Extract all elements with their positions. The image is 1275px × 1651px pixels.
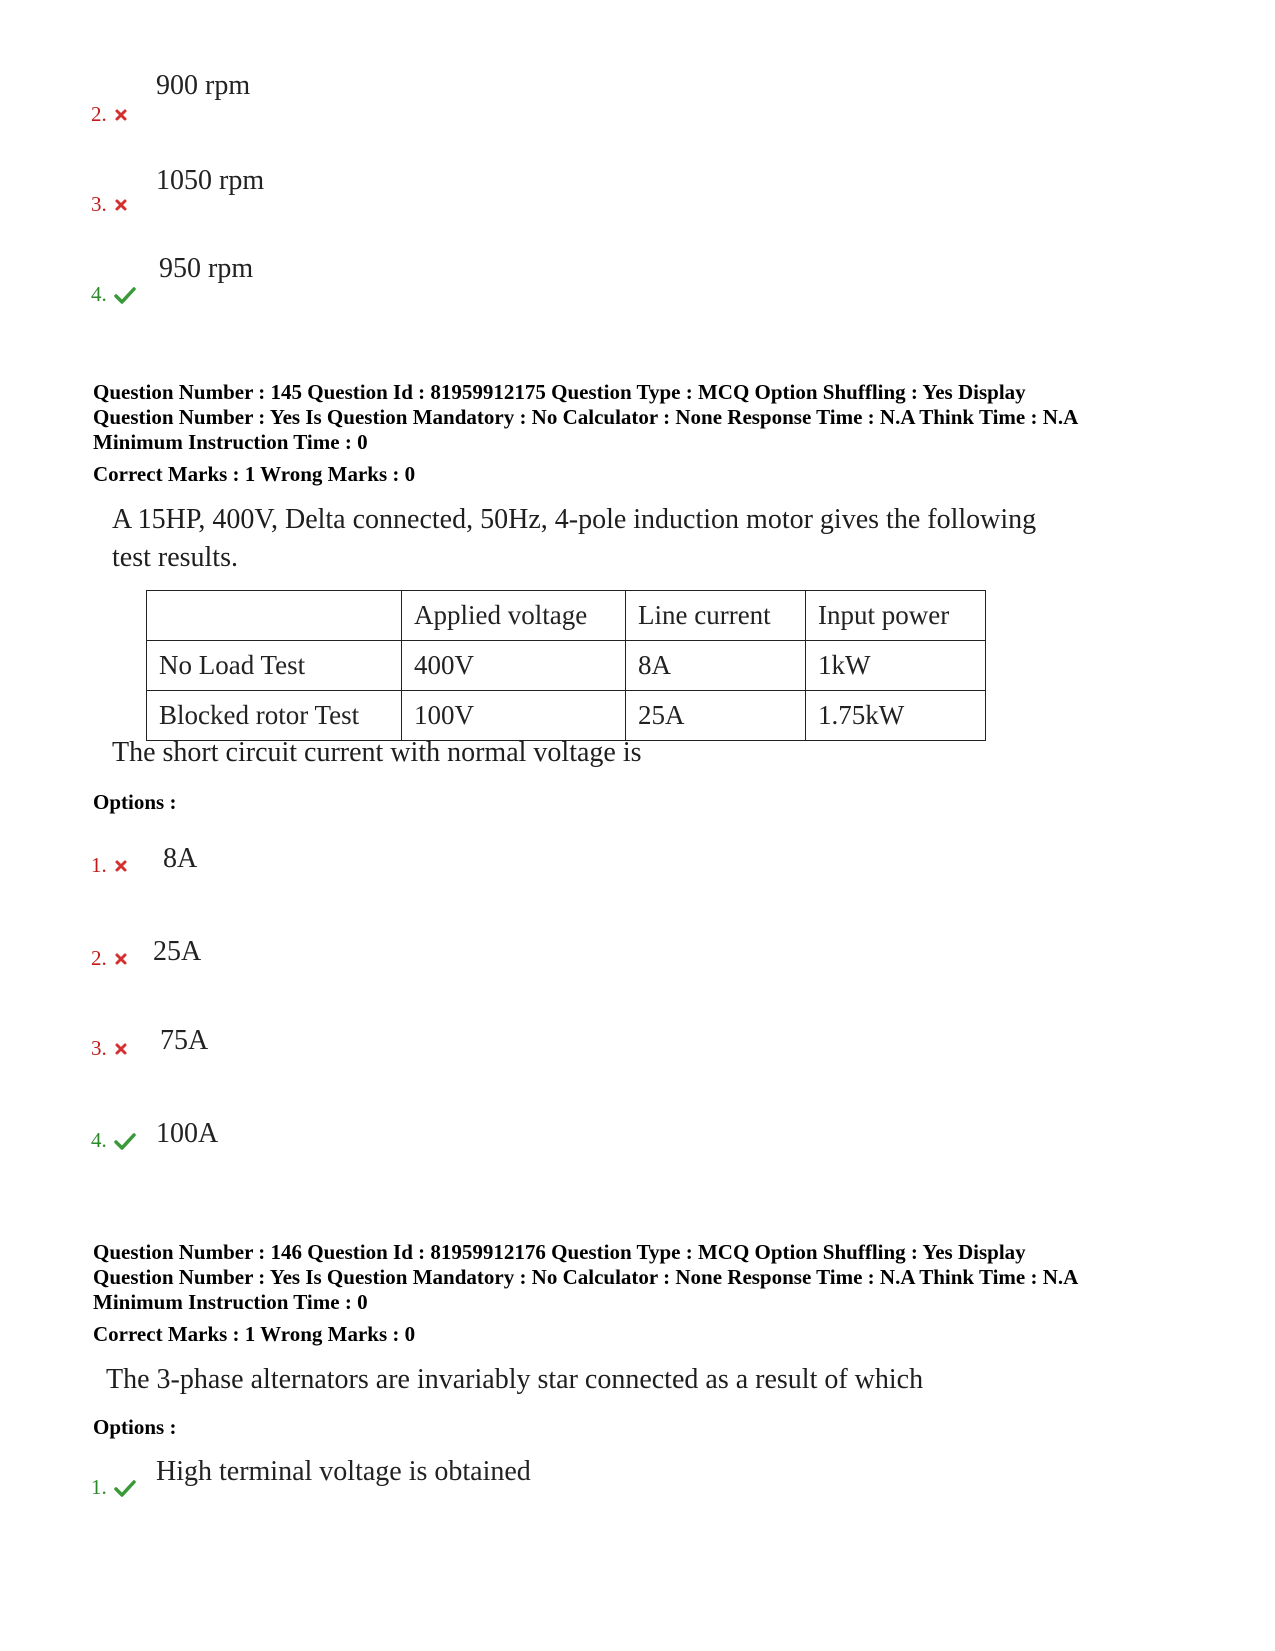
option-number	[91, 946, 128, 971]
q145-options-label: Options :	[93, 790, 177, 814]
q145-meta-line-1: Question Number : 145 Question Id : 81959912175 Question Type : MCQ Option Shuffling : Yes Display	[93, 380, 1026, 404]
option-number-label: 1.	[91, 853, 107, 877]
option-text: 25A	[153, 936, 202, 967]
wrong-cross-icon	[114, 1042, 128, 1056]
table-cell: Blocked rotor Test	[147, 691, 402, 741]
option-number-label: 4.	[91, 282, 107, 306]
wrong-cross-icon	[114, 859, 128, 873]
option-text: 950 rpm	[159, 253, 254, 284]
option-number-label: 4.	[91, 1128, 107, 1152]
correct-check-icon	[114, 1479, 136, 1497]
table-header-cell: Line current	[626, 591, 806, 641]
correct-check-icon	[114, 286, 136, 304]
q145-question-text: The short circuit current with normal voltage is	[112, 737, 642, 768]
wrong-cross-icon	[114, 198, 128, 212]
option-text: High terminal voltage is obtained	[156, 1456, 531, 1487]
correct-check-icon	[114, 1132, 136, 1150]
q145-stem-line-1: A 15HP, 400V, Delta connected, 50Hz, 4-pole induction motor gives the following	[112, 504, 1037, 535]
option-number	[91, 282, 136, 307]
option-number-label: 3.	[91, 1036, 107, 1060]
table-row	[147, 691, 986, 741]
option-number	[91, 1128, 136, 1153]
table-header-cell	[147, 591, 402, 641]
option-number-label: 2.	[91, 102, 107, 126]
table-cell: 100V	[402, 691, 626, 741]
table-cell: 25A	[626, 691, 806, 741]
option-number-label: 3.	[91, 192, 107, 216]
q146-marks: Correct Marks : 1 Wrong Marks : 0	[93, 1322, 416, 1346]
table-header-cell: Applied voltage	[402, 591, 626, 641]
wrong-cross-icon	[114, 108, 128, 122]
q145-marks: Correct Marks : 1 Wrong Marks : 0	[93, 462, 416, 486]
table-row	[147, 641, 986, 691]
option-number	[91, 192, 128, 217]
option-text: 100A	[156, 1118, 219, 1149]
q146-question-text: The 3-phase alternators are invariably star connected as a result of which	[106, 1364, 924, 1395]
table-cell: No Load Test	[147, 641, 402, 691]
q145-stem-line-2: test results.	[112, 542, 238, 573]
option-number-label: 1.	[91, 1475, 107, 1499]
q146-meta-line-2: Question Number : Yes Is Question Mandatory : No Calculator : None Response Time : N.A Think Time : N.A	[93, 1265, 1079, 1289]
table-cell: 8A	[626, 641, 806, 691]
table-cell: 400V	[402, 641, 626, 691]
table-cell: 1.75kW	[806, 691, 986, 741]
q145-meta-line-2: Question Number : Yes Is Question Mandatory : No Calculator : None Response Time : N.A Think Time : N.A	[93, 405, 1079, 429]
option-text: 900 rpm	[156, 70, 251, 101]
q146-options-label: Options :	[93, 1415, 177, 1439]
table-header-cell: Input power	[806, 591, 986, 641]
option-number	[91, 1475, 136, 1500]
option-number	[91, 1036, 128, 1061]
option-text: 1050 rpm	[156, 165, 265, 196]
option-number-label: 2.	[91, 946, 107, 970]
wrong-cross-icon	[114, 952, 128, 966]
table-header-row	[147, 591, 986, 641]
option-text: 75A	[160, 1025, 209, 1056]
option-number	[91, 853, 128, 878]
q146-meta-line-3: Minimum Instruction Time : 0	[93, 1290, 368, 1314]
test-results-table	[146, 590, 986, 741]
table-cell: 1kW	[806, 641, 986, 691]
option-text: 8A	[163, 843, 198, 874]
q145-meta-line-3: Minimum Instruction Time : 0	[93, 430, 368, 454]
q146-meta-line-1: Question Number : 146 Question Id : 81959912176 Question Type : MCQ Option Shuffling : Yes Display	[93, 1240, 1026, 1264]
option-number	[91, 102, 128, 127]
